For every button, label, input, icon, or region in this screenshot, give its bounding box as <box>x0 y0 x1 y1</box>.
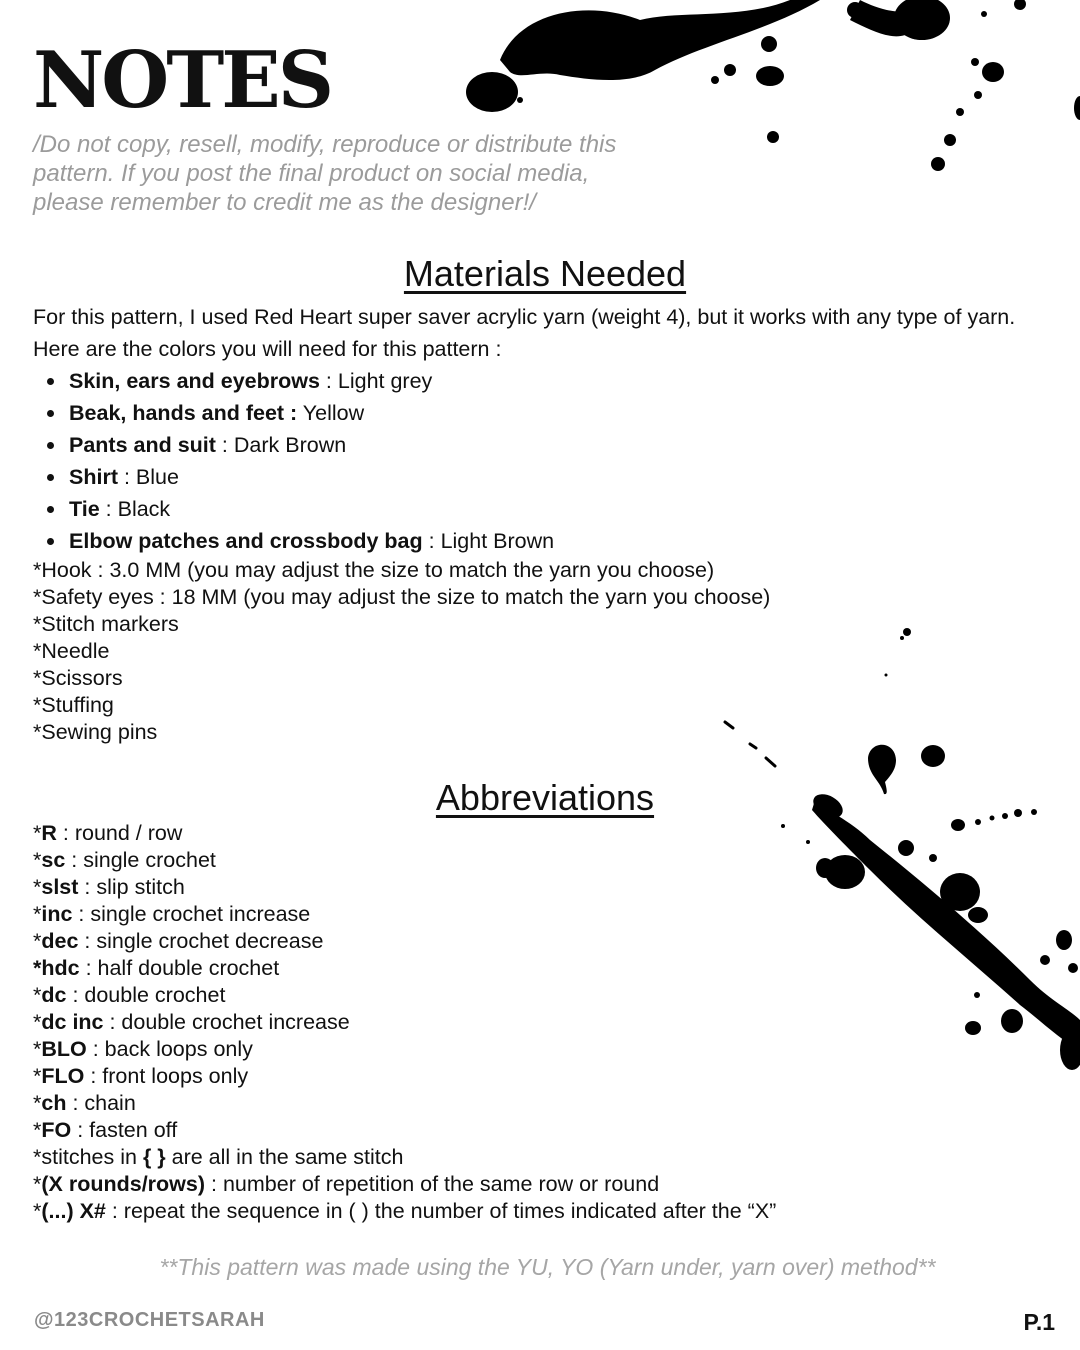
supply-item: *Scissors <box>33 666 123 690</box>
yarn-color: Dark Brown <box>233 433 347 457</box>
abbreviation-term: slst <box>41 875 79 899</box>
abbreviation-desc: : chain <box>66 1091 136 1115</box>
abbreviation-desc: : round / row <box>56 821 183 845</box>
yarn-color-list <box>33 365 554 557</box>
abbreviation-term: R <box>41 821 57 845</box>
abbreviation-item: *R : round / row <box>33 821 183 845</box>
abbreviation-term: dc inc <box>41 1010 104 1034</box>
abbreviation-item: *ch : chain <box>33 1091 136 1115</box>
yarn-color: Light Brown <box>440 529 555 553</box>
abbreviation-desc: : repeat the sequence in ( ) the number of times indicated after the “X” <box>105 1199 777 1223</box>
abbreviation-desc: : front loops only <box>84 1064 249 1088</box>
list-item: Shirt : Blue <box>33 461 554 493</box>
abbreviations-heading: Abbreviations <box>435 777 655 818</box>
supply-item: *Stitch markers <box>33 612 179 636</box>
yarn-color: Blue <box>135 465 179 489</box>
abbreviation-term: FO <box>41 1118 72 1142</box>
yarn-color: Black <box>117 497 171 521</box>
yarn-part: Elbow patches and crossbody bag <box>69 529 423 553</box>
abbreviation-term: FLO <box>41 1064 85 1088</box>
abbreviation-item: *inc : single crochet increase <box>33 902 311 926</box>
yarn-part: Beak, hands and feet : <box>69 401 298 425</box>
supply-item: *Hook : 3.0 MM (you may adjust the size to match the yarn you choose) <box>33 558 715 582</box>
yarn-part: Pants and suit <box>69 433 216 457</box>
abbreviation-desc: : number of repetition of the same row or round <box>205 1172 660 1196</box>
author-handle: @123CROCHETSARAH <box>34 1309 265 1331</box>
list-item: Elbow patches and crossbody bag : Light Brown <box>33 525 554 557</box>
abbreviation-item: *(...) X# : repeat the sequence in ( ) the number of times indicated after the “X” <box>33 1199 777 1223</box>
abbreviation-term: dec <box>41 929 79 953</box>
abbreviation-item <box>33 955 776 982</box>
abbreviation-desc: : slip stitch <box>78 875 185 899</box>
abbreviation-item: *(X rounds/rows) : number of repetition of the same row or round <box>33 1172 660 1196</box>
abbreviation-item: *slst : slip stitch <box>33 875 185 899</box>
supply-item: *Safety eyes : 18 MM (you may adjust the size to match the yarn you choose) <box>33 585 771 609</box>
abbreviation-desc: : single crochet decrease <box>78 929 324 953</box>
materials-intro: For this pattern, I used Red Heart super saver acrylic yarn (weight 4), but it works with any type of yarn. Here are the colors you will need for this pattern : <box>33 305 1016 361</box>
abbreviations-list <box>33 820 776 1225</box>
yarn-color: Yellow <box>302 401 365 425</box>
abbreviation-item: *dc inc : double crochet increase <box>33 1010 350 1034</box>
abbreviation-term: (...) X# <box>41 1199 106 1223</box>
supply-item: *Stuffing <box>33 693 114 717</box>
abbreviation-desc: are all in the same stitch <box>165 1145 404 1169</box>
method-note: **This pattern was made using the YU, YO (Yarn under, yarn over) method** <box>159 1254 936 1280</box>
abbreviation-desc: : fasten off <box>71 1118 178 1142</box>
abbreviation-term: inc <box>41 902 73 926</box>
list-item <box>33 397 554 429</box>
list-item: Tie : Black <box>33 493 554 525</box>
abbreviation-term: dc <box>41 983 67 1007</box>
abbreviation-term: *hdc <box>33 956 80 980</box>
list-item: Skin, ears and eyebrows : Light grey <box>33 365 554 397</box>
copyright-disclaimer: /Do not copy, resell, modify, reproduce or distribute this pattern. If you post the final product on social media, please remember to credit me as the designer!/ <box>33 131 617 216</box>
abbreviation-desc: : double crochet <box>66 983 226 1007</box>
abbreviation-desc: : double crochet increase <box>103 1010 350 1034</box>
page-title: NOTES <box>33 35 332 126</box>
list-item: Pants and suit : Dark Brown <box>33 429 554 461</box>
abbreviation-term: { } <box>142 1145 166 1169</box>
yarn-part: Skin, ears and eyebrows <box>69 369 320 393</box>
abbreviation-item: *BLO : back loops only <box>33 1037 253 1061</box>
abbreviation-item: *sc : single crochet <box>33 848 216 872</box>
materials-heading: Materials Needed <box>403 253 687 294</box>
abbreviation-term: sc <box>41 848 66 872</box>
abbreviation-term: (X rounds/rows) <box>41 1172 206 1196</box>
abbreviation-item: *dec : single crochet decrease <box>33 929 324 953</box>
abbreviation-term: BLO <box>41 1037 87 1061</box>
abbreviation-item: *stitches in { } are all in the same stitch <box>33 1145 404 1169</box>
yarn-color: Light grey <box>337 369 433 393</box>
yarn-part: Tie <box>69 497 100 521</box>
abbreviation-item: *FLO : front loops only <box>33 1064 249 1088</box>
supplies-list <box>33 557 770 746</box>
abbreviation-desc: : single crochet <box>65 848 216 872</box>
abbreviation-item: *dc : double crochet <box>33 983 226 1007</box>
supply-item: *Needle <box>33 639 110 663</box>
page-number: P.1 <box>1023 1309 1055 1335</box>
abbreviation-item: *FO : fasten off <box>33 1118 178 1142</box>
abbreviation-desc: : single crochet increase <box>72 902 311 926</box>
abbreviation-desc: : half double crochet <box>79 956 280 980</box>
abbreviation-desc: : back loops only <box>86 1037 253 1061</box>
yarn-part: Shirt <box>69 465 118 489</box>
supply-item: *Sewing pins <box>33 720 158 744</box>
abbreviation-term: ch <box>41 1091 67 1115</box>
